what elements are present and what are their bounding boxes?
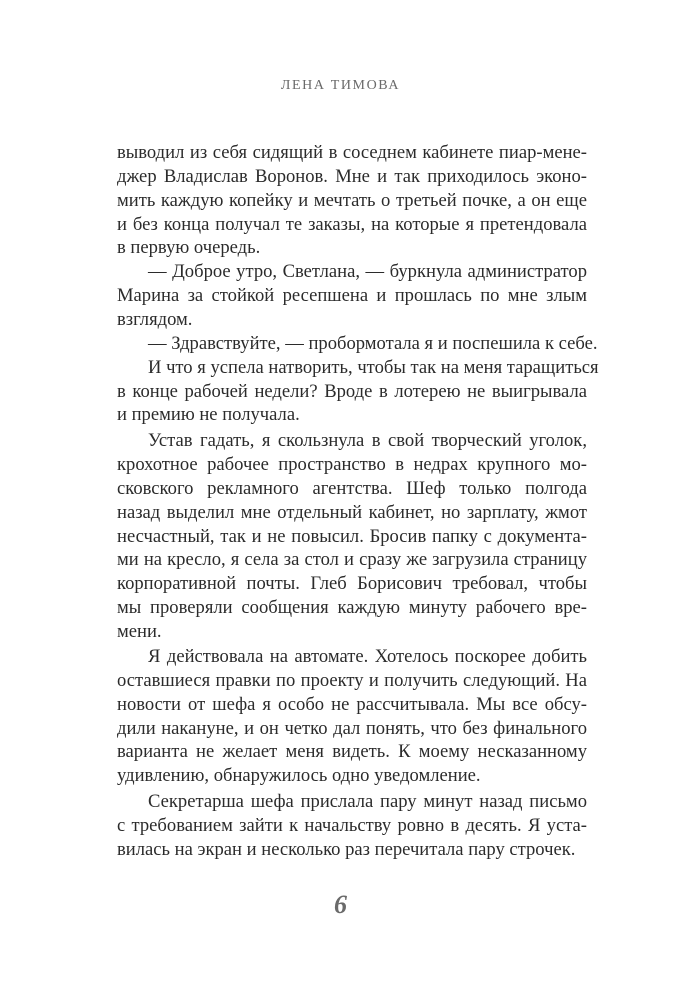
text-line: дили накануне, и он четко дал понять, что без финального: [117, 718, 587, 739]
text-line: джер Владислав Воронов. Мне и так приходилось эконо-: [117, 166, 587, 187]
text-line: несчастный, так и не повысил. Бросив папку с документа-: [117, 526, 587, 547]
text-line: в конце рабочей недели? Вроде в лотерею не выигрывала: [117, 381, 587, 402]
text-line: — Доброе утро, Светлана, — буркнула администратор: [148, 261, 587, 282]
text-line: и без конца получал те заказы, на которые я претендовала: [117, 214, 587, 235]
text-line: Секретарша шефа прислала пару минут назад письмо: [148, 791, 587, 812]
text-line: — Здравствуйте, — пробормотала я и поспешила к себе.: [148, 333, 598, 354]
text-line: крохотное рабочее пространство в недрах крупного мо-: [117, 454, 587, 475]
text-line: удивлению, обнаружилось одно уведомление.: [117, 765, 481, 786]
text-line: сковского рекламного агентства. Шеф только полгода: [117, 478, 587, 499]
text-line: мить каждую копейку и мечтать о третьей почке, а он еще: [117, 190, 587, 211]
text-line: ми на кресло, я села за стол и сразу же загрузила страницу: [117, 549, 587, 570]
text-line: выводил из себя сидящий в соседнем кабинете пиар-мене-: [117, 142, 587, 163]
text-line: с требованием зайти к начальству ровно в десять. Я уста-: [117, 815, 587, 836]
text-line: корпоративной почты. Глеб Борисович требовал, чтобы: [117, 573, 587, 594]
text-line: в первую очередь.: [117, 237, 261, 258]
text-line: Я действовала на автомате. Хотелось поскорее добить: [148, 646, 587, 667]
page-number: 6: [334, 890, 347, 919]
text-line: И что я успела натворить, чтобы так на меня таращиться: [148, 357, 599, 378]
text-line: вилась на экран и несколько раз перечитала пару строчек.: [117, 839, 576, 860]
running-head: ЛЕНА ТИМОВА: [280, 78, 401, 93]
text-line: взглядом.: [117, 309, 193, 330]
text-line: мени.: [117, 621, 162, 642]
text-line: новости от шефа я особо не рассчитывала. Мы все обсу-: [117, 694, 587, 715]
text-line: Устав гадать, я скользнула в свой творческий уголок,: [148, 430, 587, 451]
text-line: мы проверяли сообщения каждую минуту рабочего вре-: [117, 597, 587, 618]
text-line: варианта не желает меня видеть. К моему несказанному: [117, 741, 587, 762]
text-line: Марина за стойкой ресепшена и прошлась по мне злым: [117, 285, 587, 306]
text-line: назад выделил мне отдельный кабинет, но зарплату, жмот: [117, 502, 587, 523]
text-line: и премию не получала.: [117, 404, 300, 425]
text-line: оставшиеся правки по проекту и получить следующий. На: [117, 670, 587, 691]
